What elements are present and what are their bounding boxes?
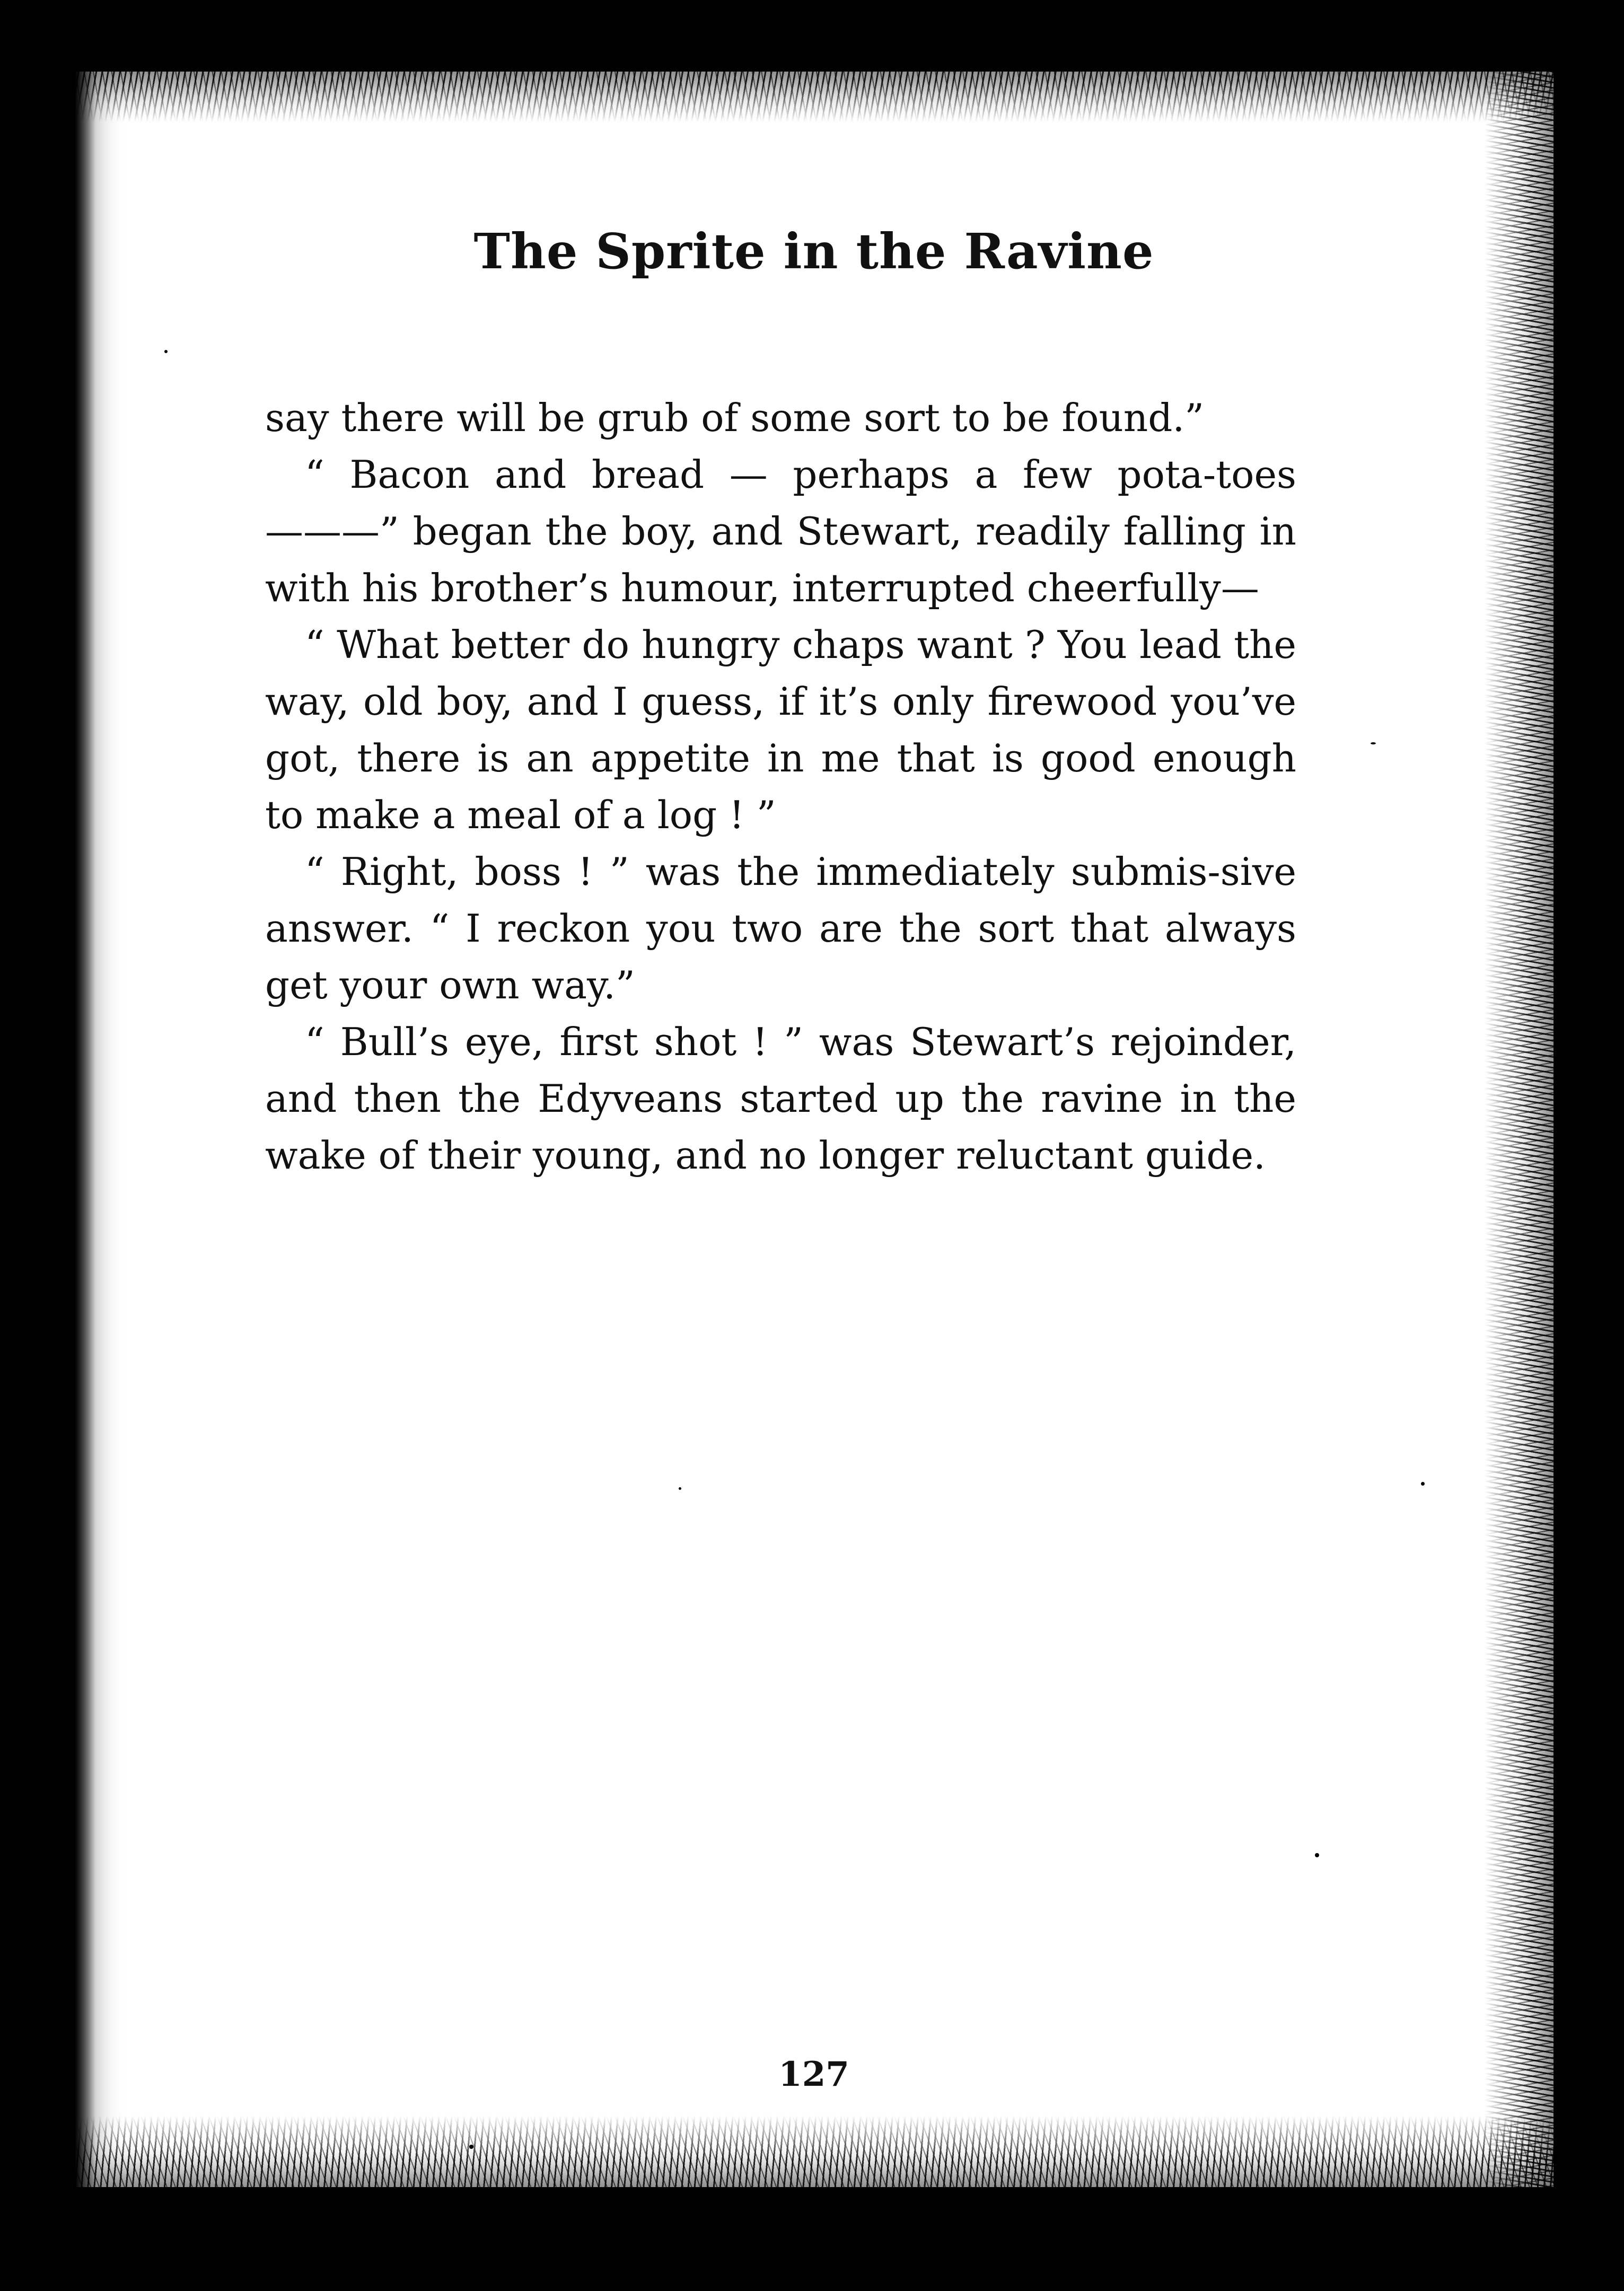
scan-speck [164,350,168,353]
book-page [74,72,1553,2187]
scan-speck [469,2145,473,2149]
paragraph: “ What better do hungry chaps want ? You lead the way, old boy, and I guess, if it’s only firewood you’ve got, there is an appetite in me that is good enough to make a meal of a log ! ” [265,622,1296,837]
paragraph: “ Right, boss ! ” was the immediately submis-sive answer. “ I reckon you two are the sort that always get your own way.” [265,849,1296,1007]
body-text [265,390,1296,1184]
running-head: The Sprite in the Ravine [473,223,1154,280]
scan-speck [679,1487,681,1490]
scan-speck [1315,1853,1319,1857]
paragraph: “ Bacon and bread — perhaps a few pota-toes———” began the boy, and Stewart, readily falling in with his brother’s humour, interrupted cheerfully— [265,452,1296,610]
page-number: 127 [778,2055,849,2094]
scan-speck [1421,1482,1425,1486]
paragraph: say there will be grub of some sort to be found.” [265,396,1205,440]
paragraph: “ Bull’s eye, first shot ! ” was Stewart’s rejoinder, and then the Edyveans started up the ravine in the wake of their young, and no longer reluctant guide. [265,1020,1296,1178]
scan-speck [1371,742,1376,744]
